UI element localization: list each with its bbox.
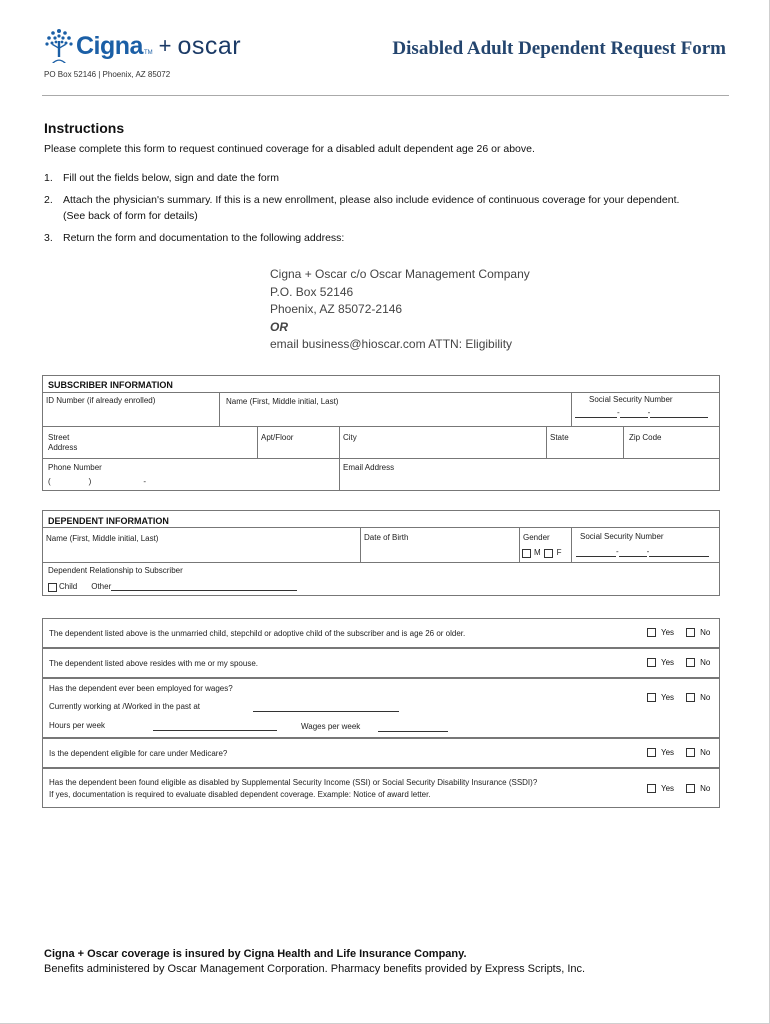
question-row-1 — [42, 618, 720, 648]
yes-no-options — [647, 784, 710, 793]
no-label: No — [700, 658, 711, 667]
logo-plus: + — [158, 33, 172, 58]
phone-number-label: Phone Number — [48, 463, 102, 472]
question-row-4 — [42, 738, 720, 768]
instructions-heading: Instructions — [44, 120, 125, 136]
gender-f-checkbox[interactable] — [544, 549, 553, 558]
question-row-5 — [42, 768, 720, 808]
mailing-address — [270, 266, 530, 354]
mailing-line: Phoenix, AZ 85072-2146 — [270, 302, 403, 316]
step-text: Attach the physician's summary. If this is a new enrollment, please also include evidence of continuous coverage for your dependent. (See back of form for details) — [63, 194, 680, 222]
instruction-step — [44, 170, 704, 186]
yes-checkbox[interactable] — [647, 658, 656, 667]
row-divider — [43, 426, 719, 427]
child-label: Child — [59, 582, 78, 591]
dependent-section — [42, 510, 720, 596]
id-number-label: ID Number (if already enrolled) — [46, 396, 156, 405]
cigna-wordmark: Cigna — [76, 31, 143, 60]
row-divider — [43, 527, 719, 528]
oscar-wordmark: oscar — [177, 31, 242, 60]
yes-no-options — [647, 658, 710, 667]
question-text: Has the dependent been found eligible as disabled by Supplemental Security Income (SSI) or Social Security Disability Insurance (SSDI)? — [49, 778, 538, 787]
yes-checkbox[interactable] — [647, 784, 656, 793]
col-divider — [623, 426, 624, 458]
yes-label: Yes — [661, 628, 675, 637]
instruction-steps — [44, 170, 704, 252]
subscriber-name-label: Name (First, Middle initial, Last) — [226, 397, 339, 406]
gender-m-checkbox[interactable] — [522, 549, 531, 558]
yes-no-options — [647, 748, 710, 757]
gender-f-label: F — [556, 548, 562, 557]
mailing-or: OR — [270, 319, 288, 334]
header-divider — [42, 95, 729, 96]
mailing-email[interactable]: email business@hioscar.com ATTN: Eligibility — [270, 337, 513, 351]
mailing-line: P.O. Box 52146 — [270, 284, 354, 299]
city-label: City — [343, 433, 357, 442]
no-checkbox[interactable] — [686, 628, 695, 637]
hours-input[interactable] — [153, 730, 277, 731]
yes-no-options — [647, 628, 710, 637]
dependent-section-title: DEPENDENT INFORMATION — [48, 516, 169, 526]
row-divider — [43, 458, 719, 459]
step-number: 2. — [44, 194, 53, 206]
instruction-step — [44, 192, 704, 224]
email-address-label: Email Address — [343, 463, 395, 472]
step-number: 3. — [44, 232, 53, 244]
form-title: Disabled Adult Dependent Request Form — [392, 38, 726, 59]
subscriber-ssn-field[interactable]: - - — [575, 408, 715, 418]
street-address-label: Street Address — [48, 433, 78, 452]
row-divider — [43, 392, 719, 393]
yes-checkbox[interactable] — [647, 748, 656, 757]
step-text: Fill out the fields below, sign and date the form — [63, 172, 279, 184]
yes-checkbox[interactable] — [647, 628, 656, 637]
yes-label: Yes — [661, 693, 675, 702]
footer-admin-line: Benefits administered by Oscar Management Corporation. Pharmacy benefits provided by Express Scripts, Inc. — [44, 963, 586, 975]
workplace-input[interactable] — [253, 711, 399, 712]
po-box-line: PO Box 52146 | Phoenix, AZ 85072 — [44, 70, 171, 79]
footer-insurer-line: Cigna + Oscar coverage is insured by Cigna Health and Life Insurance Company. — [44, 948, 467, 960]
state-label: State — [550, 433, 569, 442]
question-text: The dependent listed above is the unmarried child, stepchild or adoptive child of the subscriber and is age 26 or older. — [49, 629, 466, 638]
apt-floor-label: Apt/Floor — [261, 433, 294, 442]
dependent-name-label: Name (First, Middle initial, Last) — [46, 534, 159, 543]
no-checkbox[interactable] — [686, 784, 695, 793]
col-divider — [339, 426, 340, 458]
cigna-tree-icon — [44, 27, 74, 65]
relationship-label: Dependent Relationship to Subscriber — [48, 566, 183, 575]
yes-label: Yes — [661, 748, 675, 757]
col-divider — [257, 426, 258, 458]
question-text: Is the dependent eligible for care under Medicare? — [49, 749, 228, 758]
col-divider — [519, 527, 520, 562]
phone-number-field[interactable]: ( ) - — [48, 477, 147, 486]
instructions-lead: Please complete this form to request continued coverage for a disabled adult dependent age 26 or above. — [44, 143, 535, 155]
dependent-ssn-label: Social Security Number — [580, 532, 664, 541]
subscriber-ssn-label: Social Security Number — [589, 395, 673, 404]
trademark-mark: TM — [143, 50, 153, 56]
question-row-2 — [42, 648, 720, 678]
child-checkbox[interactable] — [48, 583, 57, 592]
no-checkbox[interactable] — [686, 748, 695, 757]
subscriber-section — [42, 375, 720, 491]
gender-m-label: M — [534, 548, 541, 557]
yes-label: Yes — [661, 658, 675, 667]
no-label: No — [700, 628, 711, 637]
no-label: No — [700, 748, 711, 757]
date-of-birth-label: Date of Birth — [364, 533, 409, 542]
no-label: No — [700, 784, 711, 793]
no-checkbox[interactable] — [686, 658, 695, 667]
mailing-line: Cigna + Oscar c/o Oscar Management Company — [270, 267, 530, 281]
other-label: Other — [91, 582, 112, 591]
no-checkbox[interactable] — [686, 693, 695, 702]
yes-checkbox[interactable] — [647, 693, 656, 702]
subscriber-section-title: SUBSCRIBER INFORMATION — [48, 380, 173, 390]
hours-label: Hours per week — [49, 721, 106, 730]
cigna-oscar-logo — [44, 26, 241, 66]
question-text: Has the dependent ever been employed for wages? — [49, 684, 233, 693]
dependent-ssn-field[interactable]: - - — [576, 547, 716, 557]
question-row-3 — [42, 678, 720, 738]
col-divider — [360, 527, 361, 562]
gender-label: Gender — [523, 533, 550, 542]
col-divider — [339, 458, 340, 490]
no-label: No — [700, 693, 711, 702]
zip-code-label: Zip Code — [629, 433, 662, 442]
col-divider — [571, 527, 572, 562]
step-number: 1. — [44, 172, 53, 184]
wages-label: Wages per week — [301, 722, 361, 731]
col-divider — [546, 426, 547, 458]
gender-options — [522, 548, 562, 558]
yes-no-options — [647, 693, 710, 702]
question-note: If yes, documentation is required to evaluate disabled dependent coverage. Example: Notice of award letter. — [49, 790, 431, 799]
question-text: The dependent listed above resides with me or my spouse. — [49, 659, 259, 668]
yes-label: Yes — [661, 784, 675, 793]
col-divider — [571, 392, 572, 426]
other-input[interactable] — [111, 583, 297, 591]
wages-input[interactable] — [378, 731, 448, 732]
working-label: Currently working at /Worked in the past at — [49, 702, 201, 711]
step-text: Return the form and documentation to the following address: — [63, 232, 345, 244]
instruction-step — [44, 230, 704, 246]
col-divider — [219, 392, 220, 426]
relationship-options — [48, 582, 297, 592]
row-divider — [43, 562, 719, 563]
